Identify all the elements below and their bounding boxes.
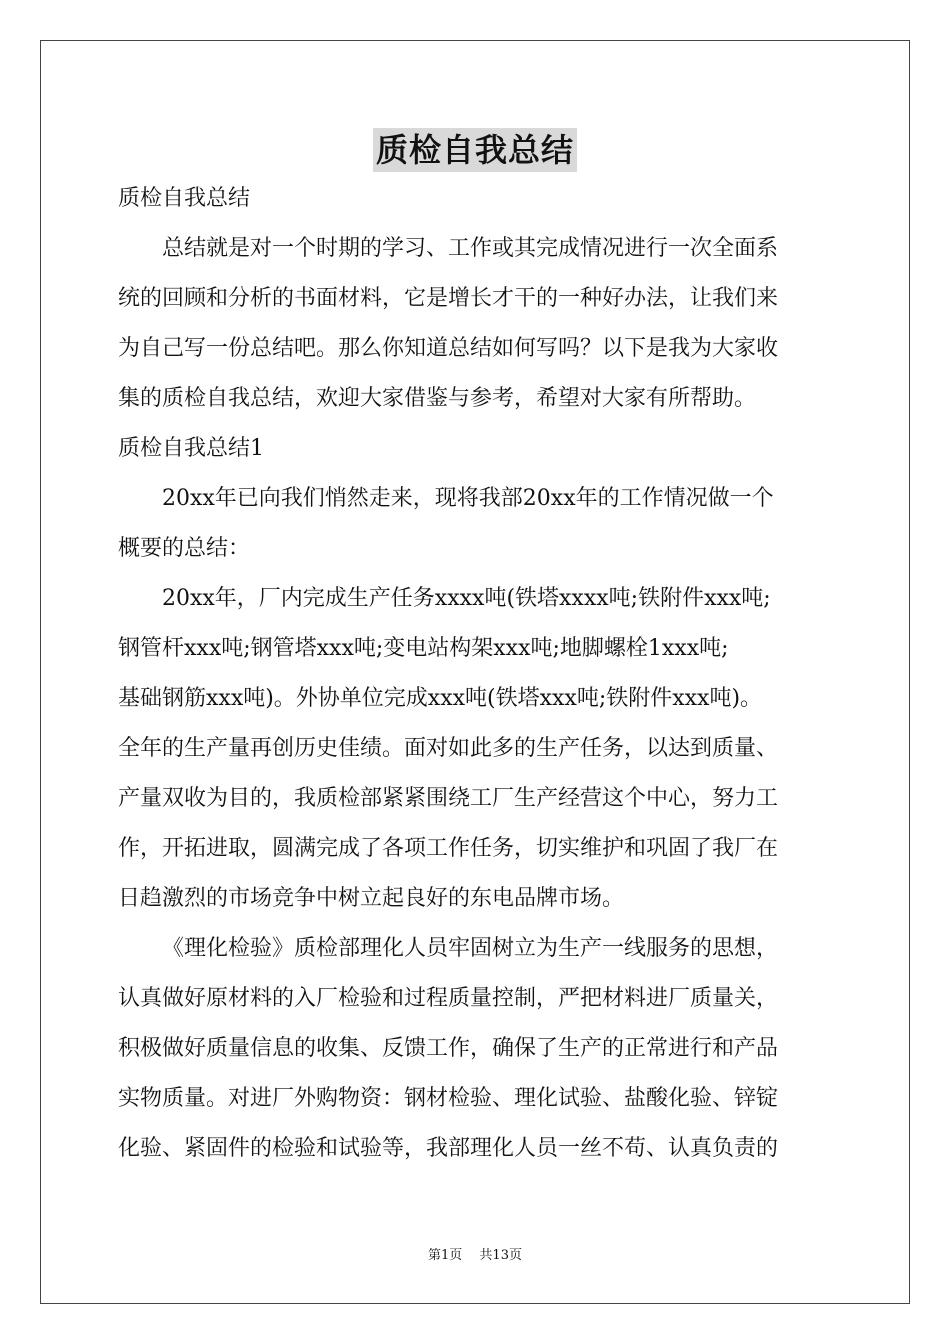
paragraph-line: 作，开拓进取，圆满完成了各项工作任务，切实维护和巩固了我厂在 <box>118 836 779 861</box>
paragraph-line: 为自己写一份总结吧。那么你知道总结如何写吗？以下是我为大家收 <box>118 336 779 361</box>
paragraph-line: 实物质量。对进厂外购物资：钢材检验、理化试验、盐酸化验、锌锭 <box>118 1086 779 1111</box>
paragraph-line: 化验、紧固件的检验和试验等，我部理化人员一丝不苟、认真负责的 <box>118 1136 779 1161</box>
paragraph-line: 积极做好质量信息的收集、反馈工作，确保了生产的正常进行和产品 <box>118 1036 779 1061</box>
page-number-footer: 第1页 共13页 <box>428 1248 522 1263</box>
paragraph-line: 产量双收为目的，我质检部紧紧围绕工厂生产经营这个中心，努力工 <box>118 786 779 811</box>
paragraph-line: 总结就是对一个时期的学习、工作或其完成情况进行一次全面系 <box>162 236 779 261</box>
paragraph-line: 钢管杆xxx吨;钢管塔xxx吨;变电站构架xxx吨;地脚螺栓1xxx吨; <box>118 636 729 661</box>
page-border <box>40 40 910 1304</box>
paragraph-line: 20xx年，厂内完成生产任务xxxx吨(铁塔xxxx吨;铁附件xxx吨; <box>162 586 771 611</box>
paragraph-line: 20xx年已向我们悄然走来，现将我部20xx年的工作情况做一个 <box>162 486 774 511</box>
subtitle-line: 质检自我总结 <box>118 186 251 211</box>
paragraph-line: 集的质检自我总结，欢迎大家借鉴与参考，希望对大家有所帮助。 <box>118 386 757 411</box>
paragraph-line: 全年的生产量再创历史佳绩。面对如此多的生产任务，以达到质量、 <box>118 736 779 761</box>
paragraph-line: 基础钢筋xxx吨)。外协单位完成xxx吨(铁塔xxx吨;铁附件xxx吨)。 <box>118 686 763 711</box>
title-container <box>0 128 950 172</box>
document-title: 质检自我总结 <box>373 128 577 172</box>
paragraph-line: 统的回顾和分析的书面材料，它是增长才干的一种好办法，让我们来 <box>118 286 779 311</box>
section-heading: 质检自我总结1 <box>118 436 264 461</box>
paragraph-line: 《理化检验》质检部理化人员牢固树立为生产一线服务的思想， <box>162 936 779 961</box>
paragraph-line: 日趋激烈的市场竞争中树立起良好的东电品牌市场。 <box>118 886 625 911</box>
paragraph-line: 概要的总结： <box>118 536 251 561</box>
paragraph-line: 认真做好原材料的入厂检验和过程质量控制，严把材料进厂质量关， <box>118 986 779 1011</box>
